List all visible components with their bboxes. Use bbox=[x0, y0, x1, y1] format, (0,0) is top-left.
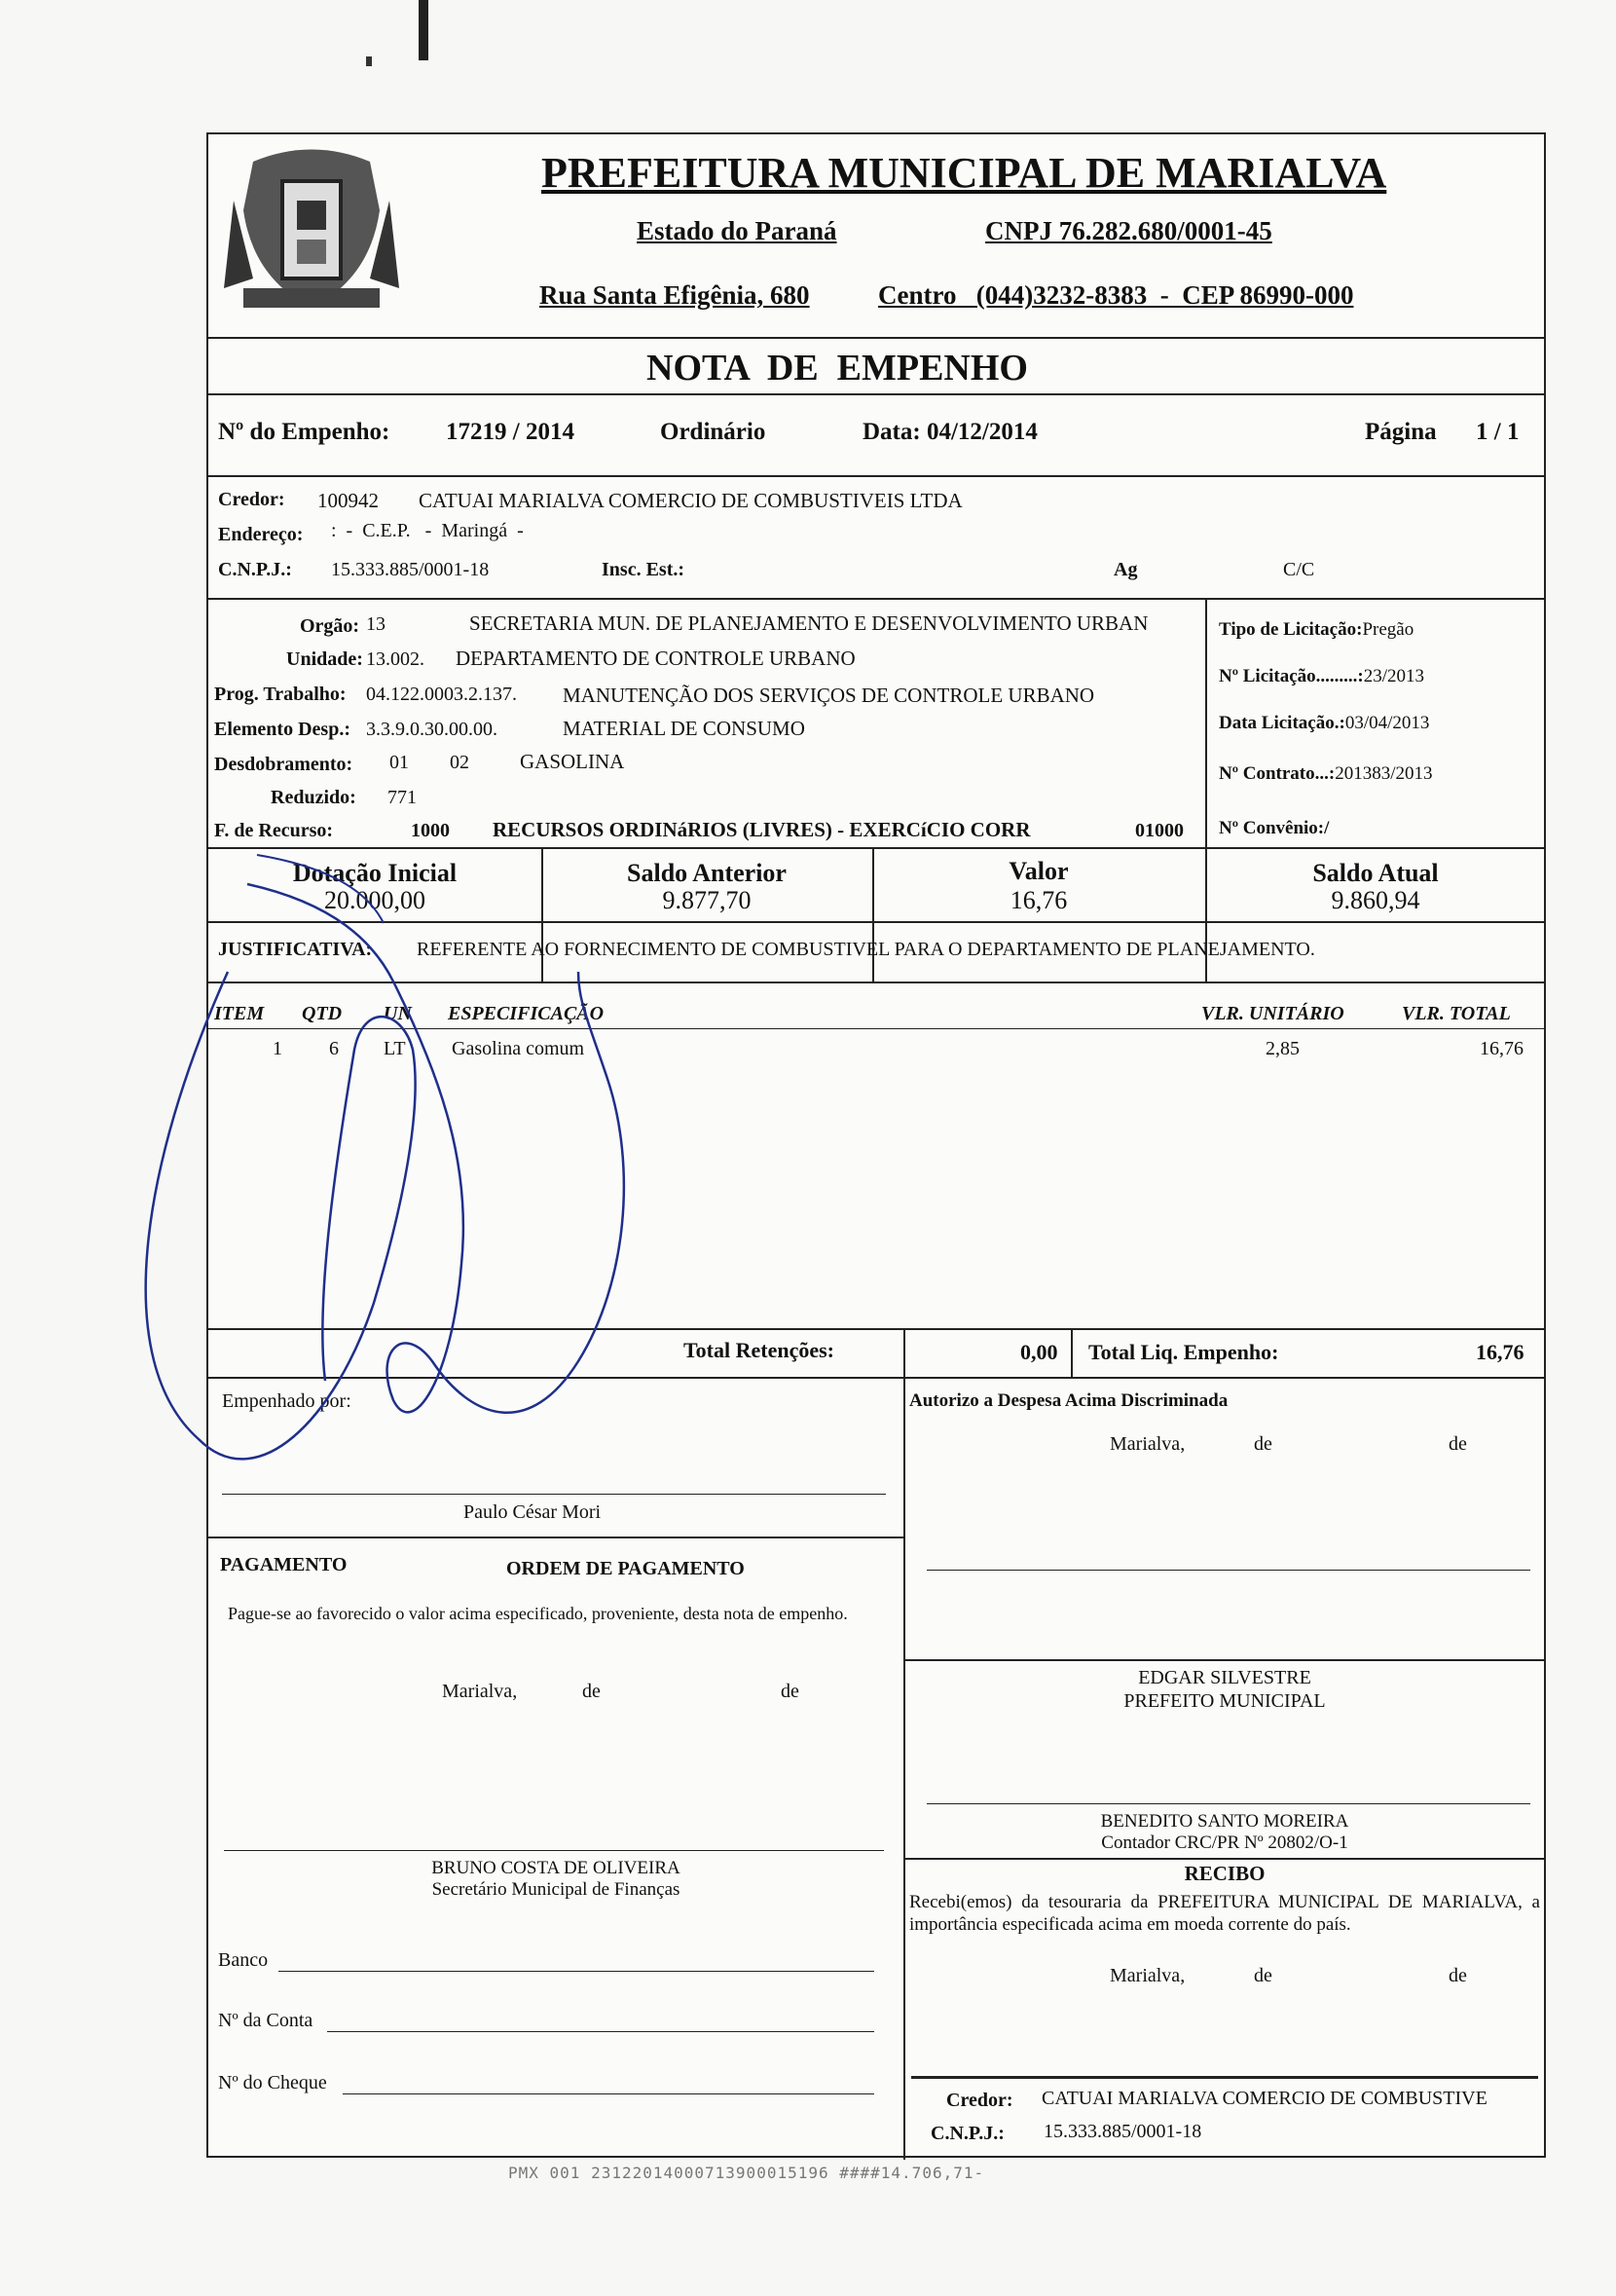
recurso-number: 01000 bbox=[1135, 820, 1184, 841]
unidade-code: 13.002. bbox=[366, 648, 424, 670]
empenhado-label: Empenhado por: bbox=[222, 1390, 351, 1412]
pagamento-de-1: de bbox=[582, 1681, 601, 1702]
cc-label: C/C bbox=[1283, 559, 1315, 580]
data-licitacao-value: 03/04/2013 bbox=[1344, 713, 1430, 733]
empenho-number: 17219 / 2014 bbox=[446, 419, 574, 445]
valor-label: Valor bbox=[1009, 857, 1069, 885]
scan-mark bbox=[366, 56, 372, 66]
tipo-licitacao-value: Pregão bbox=[1362, 619, 1414, 640]
contrato-value: 201383/2013 bbox=[1335, 763, 1433, 784]
pague-se-text: Pague-se ao favorecido o valor acima especificado, proveniente, desta nota de empenho. bbox=[228, 1604, 848, 1623]
retencoes-value: 0,00 bbox=[1020, 1340, 1058, 1364]
recibo-texto: Recebi(emos) da tesouraria da PREFEITURA MUNICIPAL DE MARIALVA, a importância especificada acima em moeda corrente do país. bbox=[909, 1892, 1540, 1935]
empenho-date: Data: 04/12/2014 bbox=[863, 419, 1038, 445]
orgao-code: 13 bbox=[366, 613, 386, 635]
page-title: PREFEITURA MUNICIPAL DE MARIALVA bbox=[541, 149, 1387, 197]
cheque-label: Nº do Cheque bbox=[218, 2072, 327, 2093]
scan-mark bbox=[419, 0, 428, 60]
tipo-licitacao-label: Tipo de Licitação:Pregão bbox=[1219, 619, 1414, 640]
liquido-label: Total Liq. Empenho: bbox=[1088, 1340, 1279, 1364]
item-qtd: 6 bbox=[329, 1038, 339, 1059]
dotacao-label: Dotação Inicial bbox=[292, 859, 458, 887]
page-number: 1 / 1 bbox=[1476, 419, 1520, 445]
saldo-anterior-label: Saldo Anterior bbox=[627, 859, 787, 887]
item-un: LT bbox=[384, 1038, 406, 1059]
reduzido-label: Reduzido: bbox=[271, 787, 356, 808]
elemento-label: Elemento Desp.: bbox=[214, 719, 350, 740]
banco-label: Banco bbox=[218, 1949, 269, 1971]
autorizo-local: Marialva, bbox=[1110, 1433, 1186, 1455]
item-total: 16,76 bbox=[1480, 1038, 1524, 1059]
col-vlr-unitario: VLR. UNITÁRIO bbox=[1201, 1003, 1344, 1024]
pagamento-label: PAGAMENTO bbox=[220, 1554, 348, 1575]
credor-name: CATUAI MARIALVA COMERCIO DE COMBUSTIVEIS LTDA bbox=[419, 489, 963, 512]
page-label: Página bbox=[1365, 419, 1437, 445]
handwritten-signature bbox=[121, 758, 822, 1498]
reduzido-value: 771 bbox=[387, 787, 417, 808]
prog-code: 04.122.0003.2.137. bbox=[366, 684, 517, 705]
autorizo-de-1: de bbox=[1254, 1433, 1272, 1455]
prefeito-nome: EDGAR SILVESTRE bbox=[1138, 1667, 1311, 1688]
dotacao-value: 20.000,00 bbox=[324, 886, 425, 914]
retencoes-label: Total Retenções: bbox=[683, 1338, 834, 1362]
elemento-code: 3.3.9.0.30.00.00. bbox=[366, 719, 497, 740]
pagamento-de-2: de bbox=[781, 1681, 799, 1702]
col-qtd: QTD bbox=[302, 1003, 343, 1024]
pagamento-local: Marialva, bbox=[442, 1681, 518, 1702]
recibo-de-1: de bbox=[1254, 1965, 1272, 1986]
ag-label: Ag bbox=[1114, 559, 1138, 580]
unidade-name: DEPARTAMENTO DE CONTROLE URBANO bbox=[456, 647, 856, 670]
autorizo-text: Autorizo a Despesa Acima Discriminada bbox=[909, 1390, 1229, 1411]
secretario-cargo: Secretário Municipal de Finanças bbox=[431, 1879, 680, 1900]
recibo-credor-label: Credor: bbox=[946, 2090, 1013, 2111]
data-licitacao-label: Data Licitação.:03/04/2013 bbox=[1219, 713, 1430, 733]
recurso-code: 1000 bbox=[411, 820, 450, 841]
recibo-local: Marialva, bbox=[1110, 1965, 1186, 1986]
footer-code: PMX 001 23122014000713900015196 ####14.706,71- bbox=[508, 2164, 985, 2182]
empenho-document bbox=[206, 132, 1546, 2158]
contador-cargo: Contador CRC/PR Nº 20802/O-1 bbox=[1101, 1833, 1348, 1853]
empenho-label: Nº do Empenho: bbox=[218, 419, 390, 445]
insc-label: Insc. Est.: bbox=[602, 559, 685, 580]
contact-text: Centro (044)3232-8383 - CEP 86990-000 bbox=[878, 280, 1354, 310]
recibo-label: RECIBO bbox=[1184, 1862, 1266, 1885]
coat-of-arms-icon bbox=[214, 142, 409, 337]
endereco-label: Endereço: bbox=[218, 524, 304, 545]
col-un: UN bbox=[384, 1003, 412, 1024]
desdob-label: Desdobramento: bbox=[214, 754, 353, 775]
state-text: Estado do Paraná bbox=[637, 216, 837, 245]
ordem-pagamento-label: ORDEM DE PAGAMENTO bbox=[506, 1558, 745, 1579]
desdob-b: 02 bbox=[450, 752, 469, 773]
cnpj-label: C.N.P.J.: bbox=[218, 559, 292, 580]
convenio-label: Nº Convênio:/ bbox=[1219, 818, 1330, 838]
recibo-cnpj: 15.333.885/0001-18 bbox=[1044, 2121, 1202, 2142]
credor-label: Credor: bbox=[218, 489, 285, 510]
prog-name: MANUTENÇÃO DOS SERVIÇOS DE CONTROLE URBANO bbox=[563, 684, 1095, 707]
item-number: 1 bbox=[273, 1038, 282, 1059]
orgao-label: Orgão: bbox=[300, 615, 360, 637]
saldo-atual-label: Saldo Atual bbox=[1312, 859, 1439, 887]
num-licitacao-value: 23/2013 bbox=[1363, 666, 1425, 686]
recurso-name: RECURSOS ORDINáRIOS (LIVRES) - EXERCíCIO CORR bbox=[493, 818, 1031, 841]
endereco-value: : - C.E.P. - Maringá - bbox=[331, 520, 524, 541]
justificativa-label: JUSTIFICATIVA: bbox=[218, 939, 373, 960]
address-text: Rua Santa Efigênia, 680 bbox=[539, 280, 810, 310]
contador-nome: BENEDITO SANTO MOREIRA bbox=[1100, 1811, 1349, 1832]
prog-label: Prog. Trabalho: bbox=[214, 684, 347, 705]
recibo-cnpj-label: C.N.P.J.: bbox=[931, 2123, 1005, 2144]
col-item: ITEM bbox=[214, 1003, 265, 1024]
credor-code: 100942 bbox=[317, 489, 379, 512]
saldo-anterior-value: 9.877,70 bbox=[662, 886, 752, 914]
contrato-label: Nº Contrato...:201383/2013 bbox=[1219, 763, 1433, 784]
desdob-a: 01 bbox=[389, 752, 409, 773]
autorizo-de-2: de bbox=[1449, 1433, 1467, 1455]
empenhado-nome: Paulo César Mori bbox=[463, 1501, 602, 1523]
recurso-label: F. de Recurso: bbox=[214, 820, 334, 841]
valor-value: 16,76 bbox=[1010, 886, 1068, 914]
recibo-de-2: de bbox=[1449, 1965, 1467, 1986]
document-title: NOTA DE EMPENHO bbox=[646, 348, 1028, 389]
item-spec: Gasolina comum bbox=[452, 1038, 585, 1059]
empenho-type: Ordinário bbox=[660, 419, 766, 445]
num-licitacao-label: Nº Licitação.........:23/2013 bbox=[1219, 666, 1425, 686]
unidade-label: Unidade: bbox=[286, 648, 363, 670]
item-unit-price: 2,85 bbox=[1266, 1038, 1300, 1059]
credor-cnpj: 15.333.885/0001-18 bbox=[331, 559, 490, 580]
desdob-name: GASOLINA bbox=[520, 750, 625, 773]
col-especificacao: ESPECIFICAÇÃO bbox=[448, 1003, 605, 1024]
prefeito-cargo: PREFEITO MUNICIPAL bbox=[1123, 1690, 1326, 1712]
elemento-name: MATERIAL DE CONSUMO bbox=[563, 717, 805, 740]
col-vlr-total: VLR. TOTAL bbox=[1402, 1003, 1511, 1024]
conta-label: Nº da Conta bbox=[218, 2010, 313, 2031]
justificativa-text: REFERENTE AO FORNECIMENTO DE COMBUSTIVEL PARA O DEPARTAMENTO DE PLANEJAMENTO. bbox=[417, 939, 1315, 960]
liquido-value: 16,76 bbox=[1476, 1340, 1524, 1364]
orgao-name: SECRETARIA MUN. DE PLANEJAMENTO E DESENVOLVIMENTO URBAN bbox=[469, 611, 1149, 635]
saldo-atual-value: 9.860,94 bbox=[1331, 886, 1420, 914]
secretario-nome: BRUNO COSTA DE OLIVEIRA bbox=[431, 1858, 680, 1878]
recibo-credor-nome: CATUAI MARIALVA COMERCIO DE COMBUSTIVE bbox=[1042, 2088, 1487, 2109]
cnpj-text: CNPJ 76.282.680/0001-45 bbox=[985, 216, 1272, 245]
